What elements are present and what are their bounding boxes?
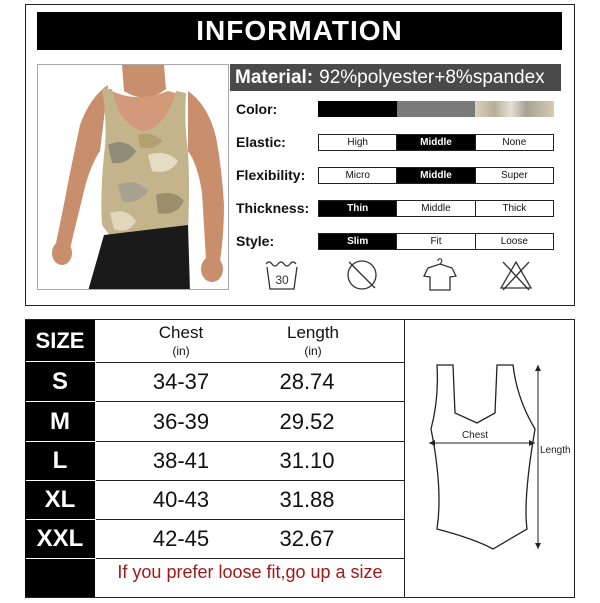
- flexibility-option-middle: Middle: [396, 168, 474, 183]
- size-cell-note-spacer: [25, 559, 95, 597]
- flexibility-option-super: Super: [475, 168, 553, 183]
- length-value-xl: 31.88: [279, 487, 335, 512]
- chest-value-s: 34-37: [152, 369, 210, 394]
- chest-header: [136, 324, 226, 360]
- color-label: Color:: [236, 101, 278, 117]
- color-swatch-gray: [397, 101, 476, 117]
- color-swatch: [318, 101, 554, 117]
- style-label: Style:: [236, 233, 275, 249]
- row-divider: [96, 480, 404, 481]
- chest-value-m: 36-39: [152, 409, 210, 434]
- size-cell-xxl: XXL: [25, 520, 95, 558]
- elastic-option-high: High: [347, 137, 368, 148]
- fit-note: If you prefer loose fit,go up a size: [117, 562, 383, 582]
- size-cell-l: L: [25, 442, 95, 480]
- style-option-loose: Loose: [475, 234, 553, 249]
- wash-temperature: 30: [275, 273, 289, 287]
- info-title: INFORMATION: [37, 12, 562, 50]
- style-options: [318, 233, 554, 250]
- flexibility-label: Flexibility:: [236, 167, 306, 183]
- material-label: Material:: [235, 66, 314, 88]
- material-value: 92%polyester+8%spandex: [319, 66, 545, 88]
- elastic-option-none: None: [475, 135, 553, 150]
- length-arrow-bottom: [535, 543, 541, 549]
- row-divider: [96, 558, 404, 559]
- wash-30-icon: [264, 258, 300, 292]
- flexibility-option-micro: Micro: [345, 170, 370, 181]
- style-option-slim: Slim: [319, 234, 396, 249]
- size-cell-xl: XL: [25, 481, 95, 519]
- chest-value-xl: 40-43: [152, 487, 210, 512]
- elastic-option-middle: Middle: [396, 135, 474, 150]
- style-option-fit: Fit: [396, 234, 474, 249]
- size-cell-m: M: [25, 402, 95, 441]
- tank-outline: [431, 365, 535, 549]
- elastic-options: [318, 134, 554, 151]
- material-bar: [230, 64, 561, 91]
- thickness-label: Thickness:: [236, 200, 310, 216]
- chest-diagram-label: Chest: [461, 430, 489, 441]
- length-diagram-label: Length: [540, 445, 571, 456]
- hang-dry-icon: [422, 258, 458, 292]
- row-divider: [96, 441, 404, 442]
- row-divider: [96, 519, 404, 520]
- flexibility-options: [318, 167, 554, 184]
- length-value-m: 29.52: [279, 409, 335, 434]
- row-divider: [96, 362, 404, 363]
- color-swatch-black: [318, 101, 397, 117]
- length-header-label: Length: [287, 323, 339, 342]
- length-value-l: 31.10: [279, 448, 335, 473]
- no-dryclean-icon: [344, 258, 380, 292]
- thickness-option-thin: Thin: [319, 201, 396, 216]
- chest-arrow-left: [429, 440, 435, 446]
- elastic-label: Elastic:: [236, 134, 286, 150]
- product-photo: [37, 64, 229, 290]
- length-arrow-top: [535, 365, 541, 371]
- length-value-xxl: 32.67: [279, 526, 335, 551]
- length-value-s: 28.74: [279, 369, 335, 394]
- length-unit: (in): [304, 344, 322, 358]
- row-divider: [96, 401, 404, 402]
- chest-unit: (in): [172, 344, 190, 358]
- thickness-option-thick: Thick: [475, 201, 553, 216]
- measurement-diagram: [404, 319, 575, 598]
- length-header: [268, 324, 358, 360]
- chest-value-xxl: 42-45: [152, 526, 210, 551]
- color-swatch-camo: [475, 101, 554, 117]
- no-bleach-icon: [498, 258, 534, 292]
- size-header: SIZE: [25, 320, 95, 361]
- chest-header-label: Chest: [158, 323, 204, 342]
- thickness-option-middle: Middle: [396, 201, 474, 216]
- chest-value-l: 38-41: [152, 448, 210, 473]
- thickness-options: [318, 200, 554, 217]
- size-cell-s: S: [25, 362, 95, 401]
